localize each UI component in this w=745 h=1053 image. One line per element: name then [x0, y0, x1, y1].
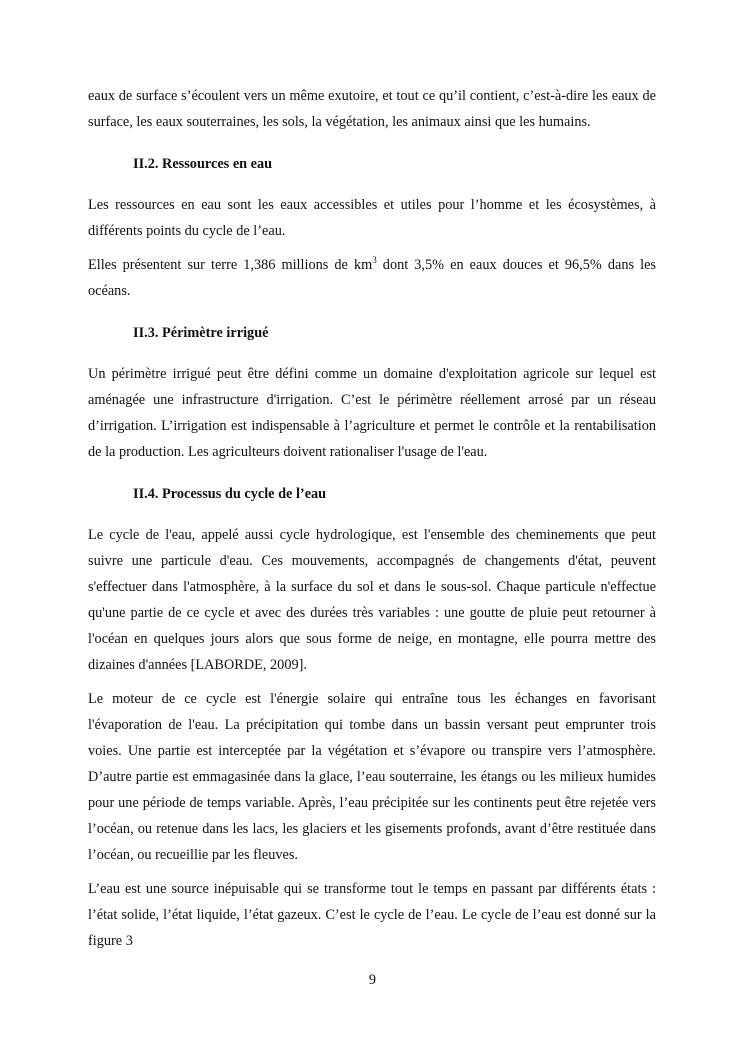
paragraph-cycle-definition: Le cycle de l'eau, appelé aussi cycle hydrologique, est l'ensemble des cheminements que peut suivre une particule d'eau. Ces mouvements, accompagnés de changements d'état, peuvent s'effectuer dans l'atmosphère, à la surface du sol et dans le sous-sol. Chaque particule n'effectue qu'une partie de ce cycle et avec des durées très variables : une goutte de pluie peut retourner à l'océan en quelques jours alors que sous forme de neige, en montagne, elle pourra mettre des dizaines d'années [LABORDE, 2009].: [88, 527, 656, 673]
page-number: 9: [368, 972, 377, 988]
heading-ressources-en-eau: II.2. Ressources en eau: [133, 156, 273, 172]
paragraph-ressources-definition: Les ressources en eau sont les eaux accessibles et utiles pour l’homme et les écosystèmes, à différents points du cycle de l’eau.: [88, 197, 656, 239]
volumes-text-end: dont 3,5% en eaux douces et 96,5% dans les océans.: [88, 257, 656, 299]
paragraph-cycle-moteur: Le moteur de ce cycle est l'énergie solaire qui entraîne tous les échanges en favorisant l'évaporation de l'eau. La précipitation qui tombe dans un bassin versant peut emprunter trois voies. Une partie est interceptée par la végétation et s’évapore ou transpire vers l’atmosphère. D’autre partie est emmagasinée dans la glace, l’eau souterraine, les étangs ou les milieux humides pour une période de temps variable. Après, l’eau précipitée sur les continents peut être rejetée vers l’océan, ou retenue dans les lacs, les glaciers et les gisements profonds, avant d’être restituée dans l’océan, ou recueillie par les fleuves.: [88, 691, 656, 863]
volumes-text-start: Elles présentent sur terre 1,386 millions de km: [88, 257, 373, 273]
paragraph-perimetre-definition: Un périmètre irrigué peut être défini comme un domaine d'exploitation agricole sur lequel est aménagée une infrastructure d'irrigation. C’est le périmètre réellement arrosé par un réseau d’irrigation. L’irrigation est indispensable à l’agriculture et permet le contrôle et la rentabilisation de la production. Les agriculteurs doivent rationaliser l'usage de l'eau.: [88, 366, 656, 460]
paragraph-watershed-continuation: eaux de surface s’écoulent vers un même exutoire, et tout ce qu’il contient, c’est-à-dire les eaux de surface, les eaux souterraines, les sols, la végétation, les animaux ainsi que les humains.: [88, 88, 656, 130]
paragraph-ressources-volumes: [88, 252, 656, 304]
volumes-superscript: 3: [372, 255, 377, 266]
paragraph-cycle-etats: L’eau est une source inépuisable qui se transforme tout le temps en passant par différents états : l’état solide, l’état liquide, l’état gazeux. C’est le cycle de l’eau. Le cycle de l’eau est donné sur la figure 3: [88, 881, 656, 949]
document-page: [88, 83, 656, 954]
heading-processus-cycle: II.4. Processus du cycle de l’eau: [133, 486, 327, 502]
heading-perimetre-irrigue: II.3. Périmètre irrigué: [133, 325, 269, 341]
